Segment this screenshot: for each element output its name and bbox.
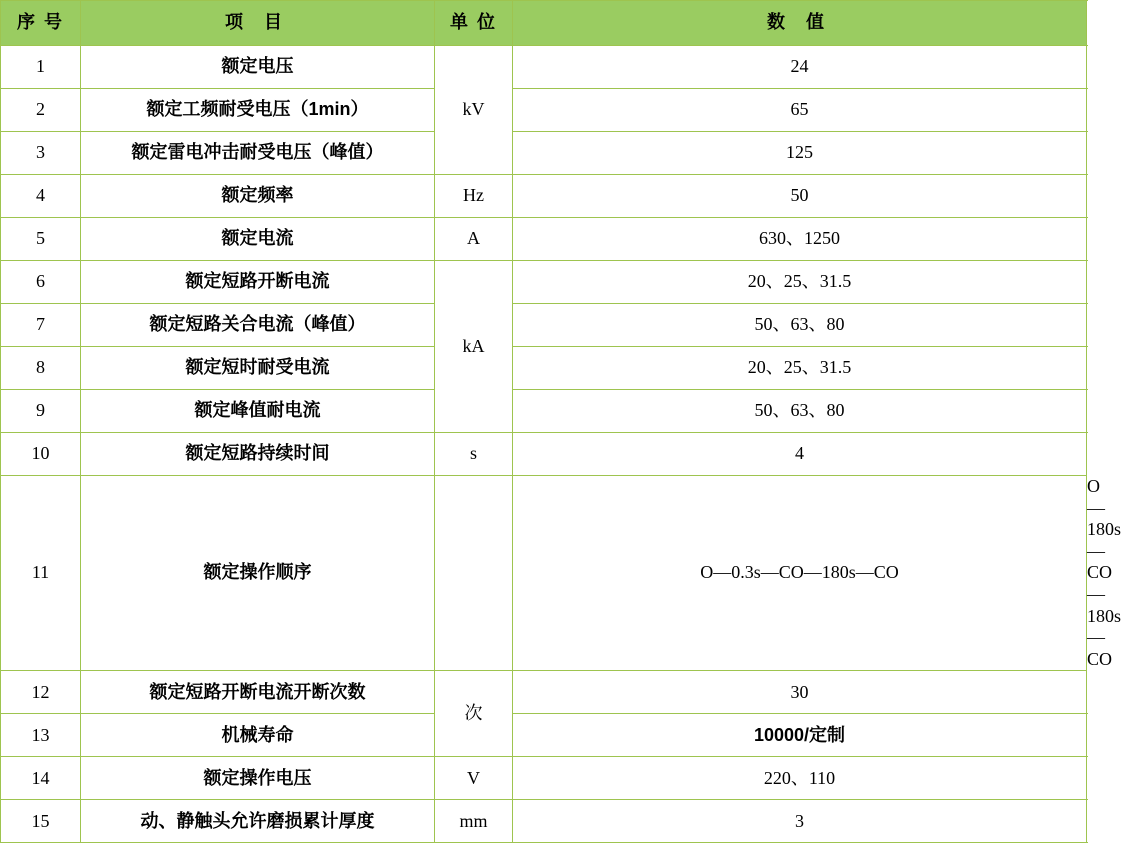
row-number: 13 [1, 714, 81, 757]
row-number: 9 [1, 390, 81, 433]
row-value: 20、25、31.5 [513, 347, 1087, 390]
row-number: 2 [1, 89, 81, 132]
table-row [1, 433, 1087, 476]
row-item: 额定雷电冲击耐受电压（峰值） [81, 132, 435, 175]
row-value: O—0.3s—CO—180s—CO [513, 476, 1087, 671]
row-unit: kA [435, 261, 513, 433]
row-value: 630、1250 [513, 218, 1087, 261]
row-item: 额定短路关合电流（峰值） [81, 304, 435, 347]
row-value: 24 [513, 46, 1087, 89]
row-number: 7 [1, 304, 81, 347]
row-item: 额定短路开断电流 [81, 261, 435, 304]
row-number: 11 [1, 476, 81, 671]
table-header [1, 1, 1087, 46]
row-item: 动、静触头允许磨损累计厚度 [81, 800, 435, 843]
row-value: 10000/定制 [513, 714, 1087, 757]
table-row [1, 132, 1087, 175]
row-unit: A [435, 218, 513, 261]
row-value: 50、63、80 [513, 304, 1087, 347]
table-row [1, 390, 1087, 433]
row-item: 额定操作顺序 [81, 476, 435, 671]
row-unit: Hz [435, 175, 513, 218]
row-unit: V [435, 757, 513, 800]
row-item: 额定电流 [81, 218, 435, 261]
row-unit: 次 [435, 671, 513, 757]
row-value: 50、63、80 [513, 390, 1087, 433]
row-value: 125 [513, 132, 1087, 175]
table-row [1, 261, 1087, 304]
table-row [1, 800, 1087, 843]
row-number: 8 [1, 347, 81, 390]
row-number: 15 [1, 800, 81, 843]
row-value: 30 [513, 671, 1087, 714]
header-value: 数 值 [513, 1, 1087, 46]
row-value: 4 [513, 433, 1087, 476]
row-item: 额定操作电压 [81, 757, 435, 800]
table-row [1, 46, 1087, 89]
row-value: 50 [513, 175, 1087, 218]
row-unit: mm [435, 800, 513, 843]
table-row [1, 89, 1087, 132]
row-item: 额定频率 [81, 175, 435, 218]
row-unit: kV [435, 46, 513, 175]
row-number: 3 [1, 132, 81, 175]
table-header-row [1, 1, 1087, 46]
table-row [1, 347, 1087, 390]
table-row [1, 218, 1087, 261]
table-row [1, 175, 1087, 218]
row-item: 额定峰值耐电流 [81, 390, 435, 433]
row-number: 6 [1, 261, 81, 304]
row-item: 额定短路开断电流开断次数 [81, 671, 435, 714]
table-row [1, 757, 1087, 800]
row-number: 4 [1, 175, 81, 218]
table-row [1, 714, 1087, 757]
row-unit: s [435, 433, 513, 476]
table-row [1, 671, 1087, 714]
row-unit [435, 476, 513, 671]
row-value: 220、110 [513, 757, 1087, 800]
table-body [1, 46, 1121, 843]
row-item: 额定短路持续时间 [81, 433, 435, 476]
row-value: 20、25、31.5 [513, 261, 1087, 304]
row-item: 机械寿命 [81, 714, 435, 757]
row-item: 额定电压 [81, 46, 435, 89]
table-row [1, 304, 1087, 347]
row-number: 1 [1, 46, 81, 89]
row-value: 3 [513, 800, 1087, 843]
row-item: 额定工频耐受电压（1min） [81, 89, 435, 132]
row-item: 额定短时耐受电流 [81, 347, 435, 390]
row-number: 14 [1, 757, 81, 800]
table-row: 11 额定操作顺序 O—0.3s—CO—180s—CO O—180s—CO—180s—CO [1, 476, 1087, 671]
header-item: 项 目 [81, 1, 435, 46]
header-unit: 单 位 [435, 1, 513, 46]
row-number: 10 [1, 433, 81, 476]
row-value: 65 [513, 89, 1087, 132]
row-number: 12 [1, 671, 81, 714]
row-number: 5 [1, 218, 81, 261]
header-no: 序 号 [1, 1, 81, 46]
